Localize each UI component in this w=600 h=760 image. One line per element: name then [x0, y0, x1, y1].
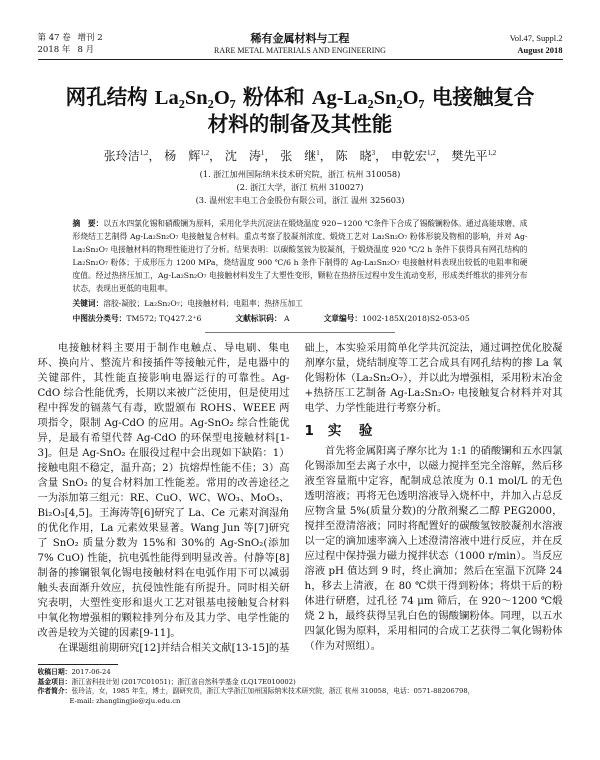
abstract-block — [73, 217, 528, 325]
issue-cn: 增刊 2 — [77, 33, 103, 43]
journal-name-en: RARE METAL MATERIALS AND ENGINEERING — [214, 46, 386, 55]
author — [104, 149, 149, 163]
running-header — [38, 32, 563, 60]
received-date — [38, 668, 563, 678]
author-name: 申乾宏 — [390, 149, 427, 163]
funding-label: 基金项目： — [37, 677, 72, 686]
keywords — [73, 297, 528, 310]
body-right-column — [305, 341, 563, 654]
abstract-text: 以五水四氯化锡和硝酸镧为原料，采用化学共沉淀法在煅烧温度 920~1200 ℃条件下合成了锡酸镧粉体。通过高能球磨、成形烧结工艺制得 Ag-La₂Sn₂O₇ 电接触复合材料。重点考察了胶凝剂浓度、煅烧工艺对 La₂Sn₂O₇ 粉体形貌及物相的影响，并对 Ag-La₂Sn₂O₇ 电接触材料的物理性能进行了分析。结果表明：以碳酸氢铵为胶凝剂，于煅烧温度 920 ℃/2 h 条件下获得具有网孔结构的 La₂Sn₂O₇ 粉体；于成形压力 1200 MPa，烧结温度 900 ℃/6 h 条件下制得的 Ag-La₂Sn₂O₇ 电接触材料表现出较低的电阻率和硬度值。经过热挤压加工，Ag-La₂Sn₂O₇ 电接触材料发生了大塑性变形，颗粒在热挤压过程中发生流动变形，形成类纤维状的排列分布状态，表现出更低的电阻率。 — [72, 219, 528, 293]
section-heading — [305, 422, 563, 440]
body-paragraph: 础上，本实验采用简单化学共沉淀法，通过调控优化胶凝剂摩尔量，烧结制度等工艺合成具有网孔结构的掺 La 氧化锡粉体（La₂Sn₂O₇），并以此为增强相，采用粉末冶金+热挤压工艺制备 Ag-La₂Sn₂O₇ 电接触复合材料并对其电学、力学性能进行考察分析。 — [304, 343, 563, 414]
author — [280, 149, 320, 163]
title-part: 粉体和 — [235, 85, 312, 109]
header-left — [38, 32, 128, 56]
author-name: 樊先平 — [451, 149, 488, 163]
title-formula: La₂Sn₂O₇ — [154, 87, 236, 109]
volume-en: Vol.47, Suppl.2 — [509, 33, 563, 43]
author — [225, 149, 265, 163]
author-bio-value: 张玲洁，女，1985 年生，博士，副研究员，浙江大学浙江加州国际纳米技术研究院，浙江 杭州 310058，电话：0571-88206798， — [71, 687, 475, 695]
author — [336, 149, 376, 163]
author-affiliation-mark: 1 — [316, 149, 320, 157]
author-affiliation-mark: 3 — [371, 149, 376, 157]
author-affiliation-mark: 1 — [260, 149, 265, 157]
author-affiliation-mark: 1,2 — [139, 149, 149, 157]
year-cn: 2018 年 — [37, 45, 71, 55]
clc-value: TM572; TQ427.2⁺6 — [126, 314, 202, 323]
classification-line — [73, 312, 528, 325]
author-bio-label: 作者简介： — [37, 687, 72, 695]
section-number: 1 — [304, 423, 316, 439]
paper-page — [38, 0, 563, 718]
article-no-value: 1002-185X(2018)S2-053-05 — [362, 314, 470, 323]
author-name: 沈 涛 — [224, 149, 261, 163]
title-formula: Ag-La₂Sn₂O₇ — [311, 87, 425, 109]
affiliation: (2. 浙江大学，浙江 杭州 310027) — [236, 182, 364, 192]
author-list: 张玲洁$^{1,2}$， 杨 辉$^{1,2}$， 沈 涛$^1$， 张 继$^1$， 陈 晓$^3$， 申乾宏$^{1,2}$， 樊先平$^{1,2}$ — [103, 149, 497, 163]
affiliation: (1. 浙江加州国际纳米技术研究院，浙江 杭州 310058) — [199, 169, 401, 179]
paper-title — [10, 84, 591, 137]
body-columns — [38, 341, 563, 656]
author — [164, 149, 209, 163]
author-name: 陈 晓 — [335, 149, 372, 163]
funding — [38, 678, 563, 688]
author-email[interactable]: E-mail: zhanglingjie@zju.edu.cn — [69, 696, 181, 705]
affiliations — [38, 168, 563, 207]
abstract — [73, 217, 528, 295]
body-paragraph: 电接触材料主要用于制作电触点、导电刷、集电环、换向片、整流片和接插件等接触元件，是电器中的关键部件，其性能直接影响电器运行的可靠性。Ag-CdO 综合性能优秀，长期以来被广泛使用，但是使用过程中挥发的镉蒸气有毒，欧盟颁布 ROHS、WEEE 两项指令，限制 Ag-CdO 的应用。Ag-SnO₂ 综合性能优异，是最有希望代替 Ag-CdO 的环保型电接触材料[1-3]。但是 Ag-SnO₂ 在服役过程中会出现如下缺陷：1）接触电阻不稳定，温升高；2）抗熔焊性能不佳；3）高含量 SnO₂ 的复合材料加工性能差。常用的改善途径之一为添加第三组元：RE、CuO、WC、WO₃、MoO₃、Bi₂O₃[4,5]。王海涛等[6]研究了 La、Ce 元素对润湿角的优化作用，La 元素效果显著。Wang Jun 等[7]研究了 SnO₂ 质量分数为 15%和 30%的 Ag-SnO₂(添加 7% CuO) 性能，抗电弧性能得到明显改善。付静等[8]制备的掺镧银氧化锡电接触材料在电弧作用下可以减弱触头表面渐升效应，抗侵蚀性能有所提升。同时相关研究表明，大塑性变形和退火工艺对银基电接触复合材料中氧化物增强相的颗粒排列分布及其力学、电学性能的改善是较为关键的因素[9-11]。 — [37, 343, 290, 639]
title-line-2: 材料的制备及其性能 — [207, 112, 393, 136]
month-cn: 8 月 — [77, 45, 95, 55]
author-name: 张 继 — [280, 149, 317, 163]
body-paragraph: 在课题组前期研究[12]并结合相关文献[13-15]的基 — [57, 643, 290, 654]
body-left-column — [38, 341, 290, 656]
volume-cn: 第 47 卷 — [37, 33, 71, 43]
body-paragraph: 首先将金属阳离子摩尔比为 1:1 的硝酸镧和五水四氯化锡添加至去离子水中，以磁力搅拌至完全溶解，然后移液至容量瓶中定容，配制成总浓度为 0.1 mol/L 的无色透明溶液；再将无色透明溶液导入烧杯中，并加入占总反应物含量 5%(质量分数)的分散剂聚乙二醇 PEG2000，搅拌至澄清溶液；同时将配置好的碳酸氢铵胶凝剂水溶液以一定的滴加速率滴入上述澄清溶液中进行反应，并在反应过程中保持强力磁力搅拌状态（1000 r/min）。当反应溶液 pH 值达到 9 时，终止滴加；然后在室温下沉降 24 h，移去上清液，在 80 ℃烘干得到粉体；将烘干后的粉体进行研磨，过孔径 74 μm 筛后，在 920～1200 ℃煅烧 2 h，最终获得呈乳白色的锡酸镧粉体。同理，以五水四氯化锡为原料，采用相同的合成工艺获得二氧化锡粉体（作为对照组）。 — [304, 446, 563, 652]
journal-name-cn: 稀有金属材料与工程 — [250, 32, 350, 45]
footnote-rule — [38, 664, 118, 665]
affiliation: (3. 温州宏丰电工合金股份有限公司，浙江 温州 325603) — [195, 195, 405, 205]
section-title: 实 验 — [327, 423, 375, 439]
received-value: 2017-06-24 — [71, 668, 111, 676]
keywords-label: 关键词： — [72, 299, 104, 308]
title-part: 电接触复合 — [424, 85, 535, 109]
author-affiliation-mark: 1,2 — [426, 149, 436, 157]
title-line-1 — [10, 84, 591, 111]
author-bio — [38, 687, 563, 697]
abstract-label: 摘 要： — [72, 219, 104, 228]
article-no-label: 文章编号： — [323, 314, 363, 323]
doc-code-label: 文献标识码： — [235, 314, 282, 323]
author — [452, 149, 497, 163]
author-name: 杨 辉 — [164, 149, 201, 163]
header-right — [473, 32, 563, 56]
author — [391, 149, 436, 163]
author-affiliation-mark: 1,2 — [487, 149, 497, 157]
keywords-text: 溶胶-凝胶；La₂Sn₂O₇；电接触材料；电阻率；热挤压加工 — [103, 299, 303, 308]
author-name: 张玲洁 — [103, 149, 140, 163]
footnotes — [38, 668, 563, 706]
date-en: August 2018 — [517, 45, 563, 55]
abstract-divider — [205, 332, 395, 333]
received-label: 收稿日期： — [37, 668, 72, 676]
clc-label: 中图法分类号： — [72, 314, 127, 323]
title-part: 网孔结构 — [65, 85, 155, 109]
header-center — [128, 32, 473, 57]
author-affiliation-mark: 1,2 — [200, 149, 210, 157]
doc-code-value: A — [284, 314, 290, 323]
funding-value: 浙江省科技计划 (2017C01051)；浙江省自然科学基金 (LQ17E010002) — [71, 677, 296, 686]
